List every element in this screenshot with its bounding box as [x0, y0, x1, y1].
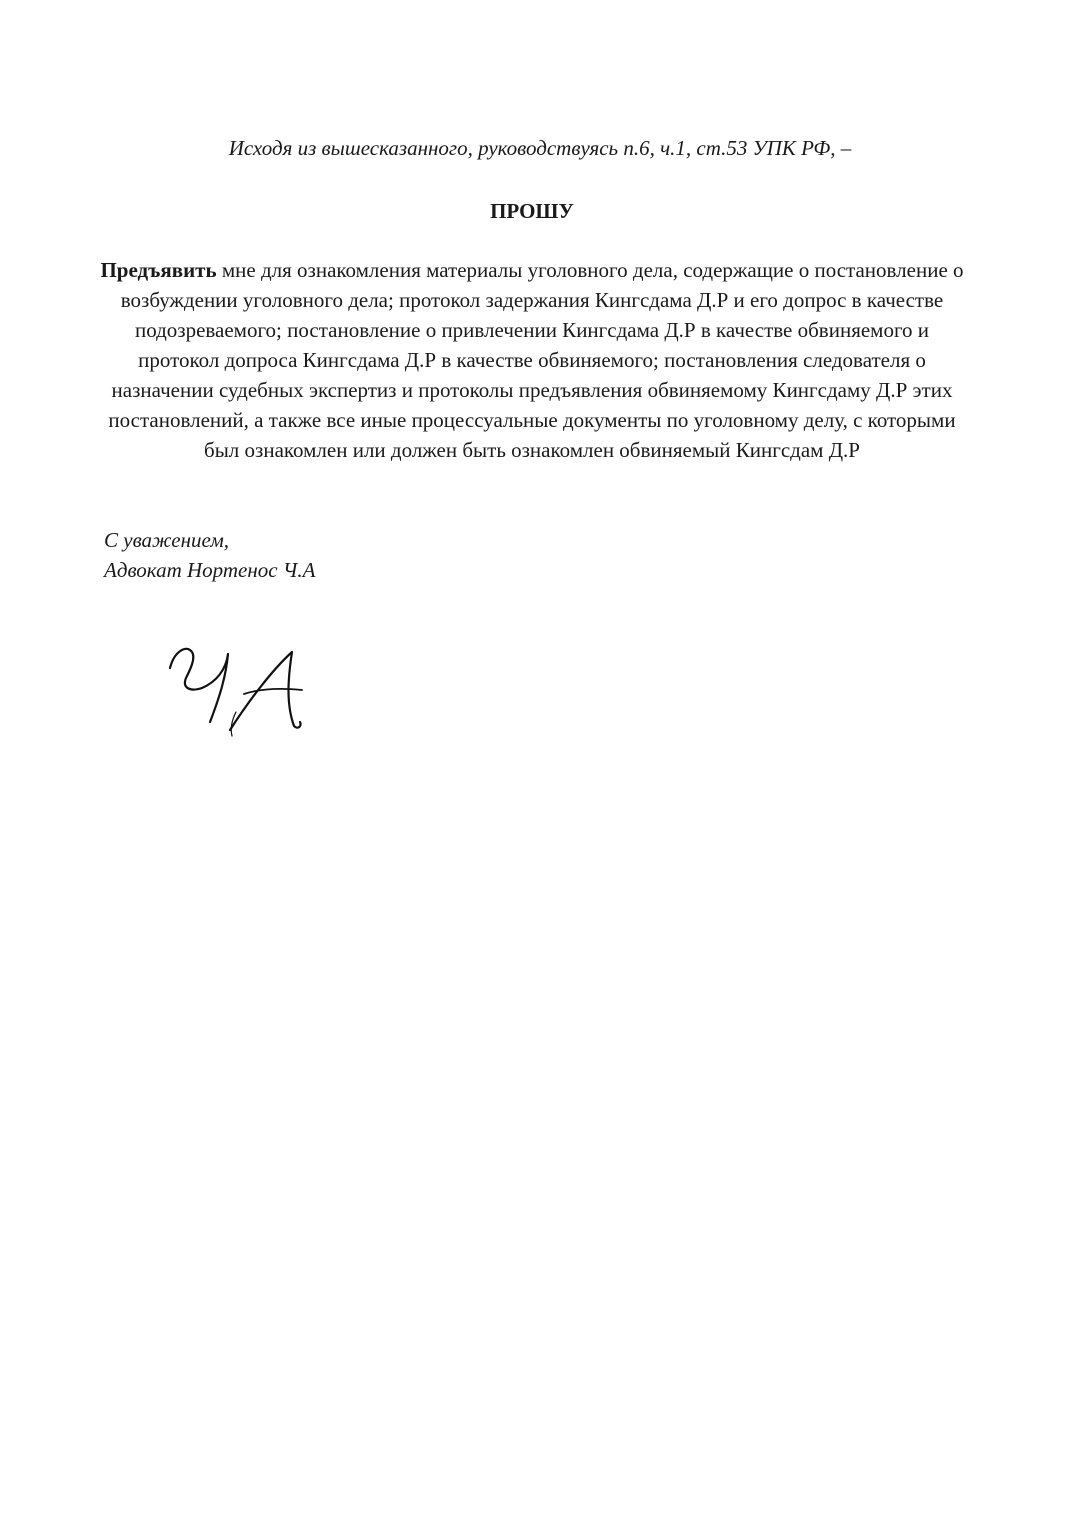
handwritten-signature	[160, 630, 320, 740]
request-body-text: мне для ознакомления материалы уголовного дела, содержащие о постановление о возбуждении уголовного дела; протокол задержания Кингсдама Д.Р и его допрос в качестве подозреваемого; постановление о привлечении Кингсдама Д.Р в качестве обвиняемого и протокол допроса Кингсдама Д.Р в качестве обвиняемого; постановления следователя о назначении судебных экспертиз и протоколы предъявления обвиняемому Кингсдаму Д.Р этих постановлений, а также все иные процессуальные документы по уголовному делу, с которыми был ознакомлен или должен быть ознакомлен обвиняемый Кингсдам Д.Р	[108, 258, 964, 462]
request-paragraph	[100, 255, 964, 465]
closing-salutation: С уважением,	[104, 528, 229, 552]
closing-signer: Адвокат Нортенос Ч.А	[104, 558, 316, 582]
intro-line: Исходя из вышесказанного, руководствуясь п.6, ч.1, ст.53 УПК РФ, –	[228, 136, 852, 160]
request-lead-word: Предъявить	[100, 258, 217, 282]
request-heading: ПРОШУ	[490, 199, 574, 223]
closing-block	[104, 525, 704, 585]
